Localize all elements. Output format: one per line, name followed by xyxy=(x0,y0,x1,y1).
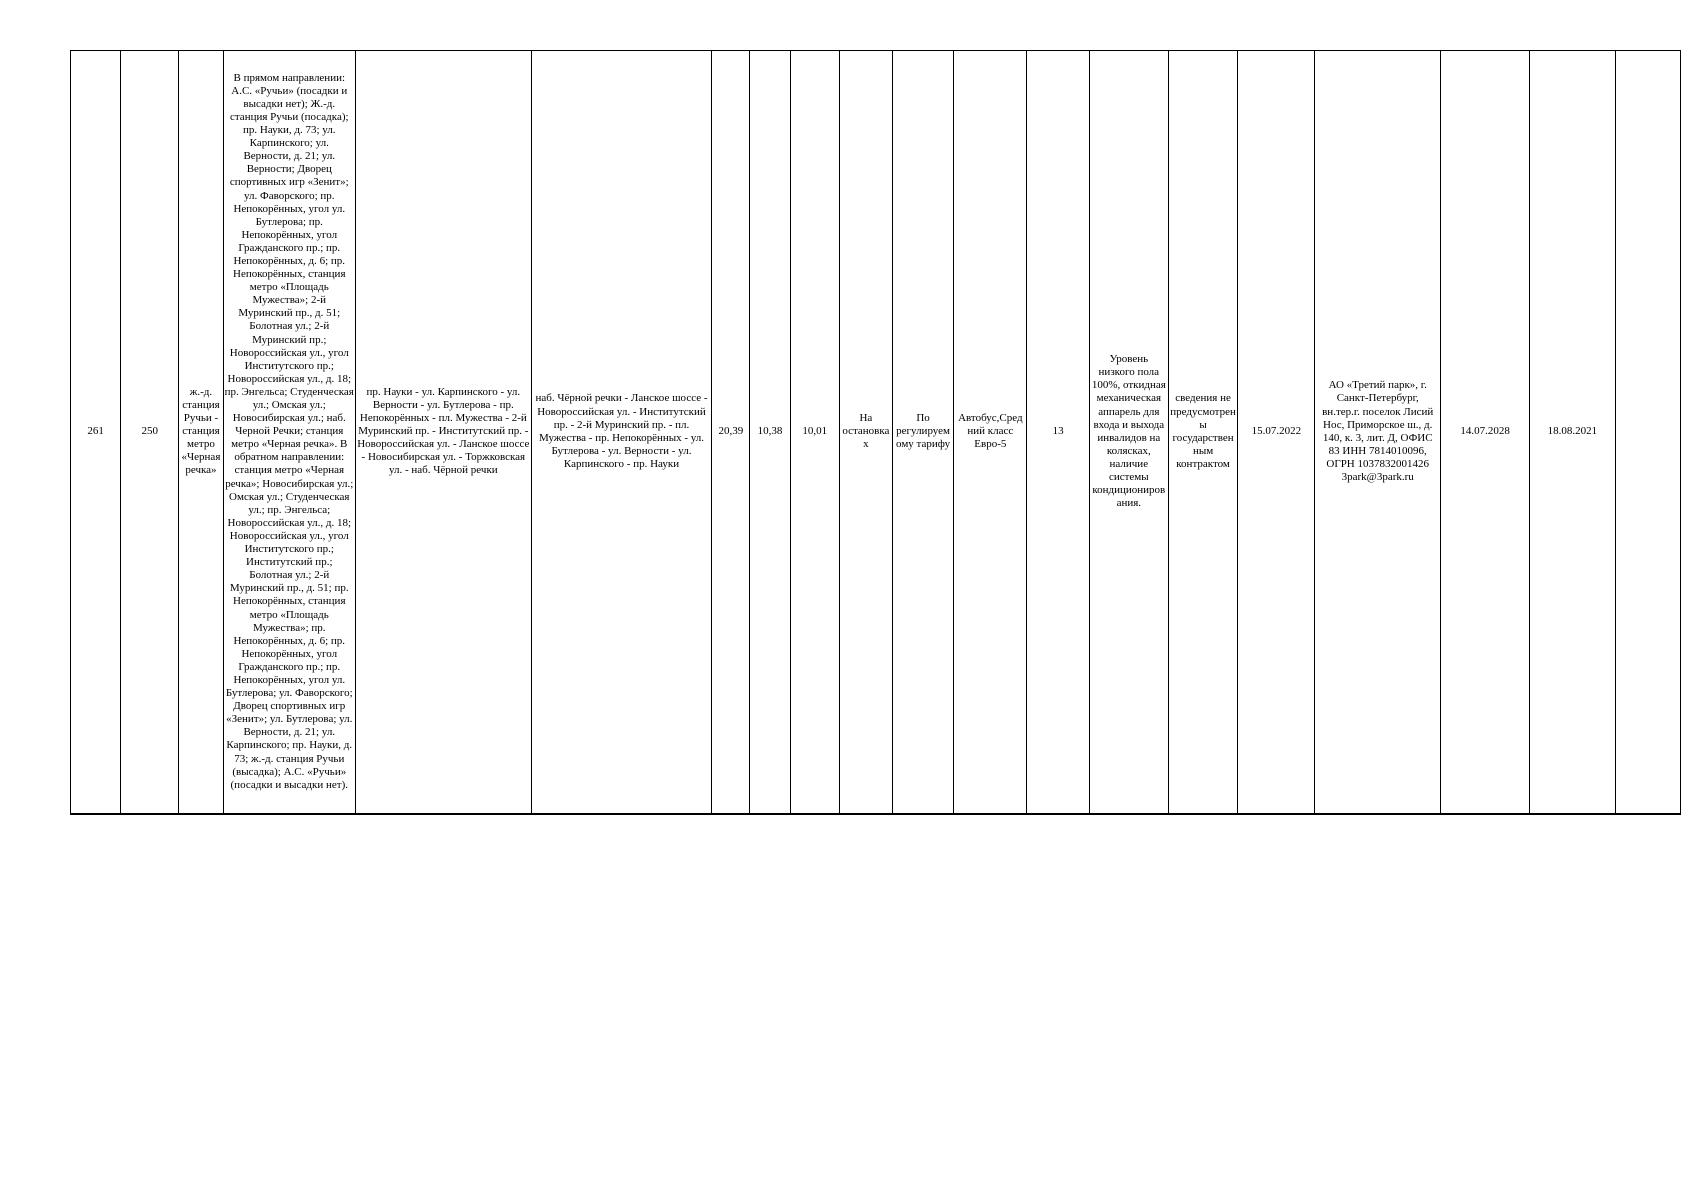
route-name: ж.-д. станция Ручьи - станция метро «Черная речка» xyxy=(179,51,223,814)
start-date: 15.07.2022 xyxy=(1238,51,1315,814)
vehicle-characteristics: Уровень низкого пола 100%, откидная механическая аппарель для входа и выхода инвалидов на колясках, наличие системы кондиционирования. xyxy=(1089,51,1168,814)
route-number: 250 xyxy=(121,51,179,814)
issue-date: 18.08.2021 xyxy=(1530,51,1615,814)
route-registry-table xyxy=(70,50,1681,815)
length-forward: 20,39 xyxy=(712,51,750,814)
notes-cell xyxy=(1615,51,1680,814)
carrier-info: АО «Третий парк», г. Санкт-Петербург, вн.тер.г. поселок Лисий Нос, Приморское ш., д. 140, к. 3, лит. Д, ОФИС 83 ИНН 7814010096, ОГРН 1037832001426 3park@3park.ru xyxy=(1315,51,1440,814)
table-row xyxy=(71,51,1681,814)
end-date: 14.07.2028 xyxy=(1440,51,1529,814)
length-backward: 10,38 xyxy=(750,51,790,814)
streets-forward: пр. Науки - ул. Карпинского - ул. Верности - ул. Бутлерова - пр. Непокорённых - пл. Мужества - 2-й Муринский пр. - Институтский пр. - Новороссийская ул. - Ланское шоссе - Новосибирская ул. - Торжковская ул. - наб. Чёрной речки xyxy=(356,51,532,814)
tariff-type: По регулируемому тарифу xyxy=(892,51,953,814)
vehicle-type: Автобус,Средний класс Евро-5 xyxy=(954,51,1027,814)
vehicle-count: 13 xyxy=(1027,51,1089,814)
length-other: 10,01 xyxy=(790,51,839,814)
stops-list: В прямом направлении: А.С. «Ручьи» (посадки и высадки нет); Ж.-д. станция Ручьи (посадка); пр. Науки, д. 73; ул. Карпинского; ул. Верности, д. 21; ул. Верности; Дворец спортивных игр «Зенит»; ул. Фаворского; пр. Непокорённых, угол ул. Бутлерова; пр. Непокорённых, угол Гражданского пр.; пр. Непокорённых, д. 6; пр. Непокорённых, станция метро «Площадь Мужества»; 2-й Муринский пр., д. 51; Болотная ул.; 2-й Муринский пр.; Новороссийская ул., угол Институтского пр.; Новороссийская ул., д. 18; пр. Энгельса; Студенческая ул.; Омская ул.; Новосибирская ул.; наб. Черной Речки; станция метро «Черная речка». В обратном направлении: станция метро «Черная речка»; Новосибирская ул.; Омская ул.; Студенческая ул.; пр. Энгельса; Новороссийская ул., д. 18; Новороссийская ул., угол Институтского пр.; Институтский пр.; Болотная ул.; 2-й Муринский пр., д. 51; пр. Непокорённых, станция метро «Площадь Мужества»; пр. Непокорённых, д. 6; пр. Непокорённых, угол Гражданского пр.; пр. Непокорённых, угол ул. Бутлерова; ул. Фаворского; Дворец спортивных игр «Зенит»; ул. Бутлерова; ул. Верности, д. 21; ул. Карпинского; пр. Науки, д. 73; ж.-д. станция Ручьи (высадка); А.С. «Ручьи» (посадки и высадки нет). xyxy=(223,51,355,814)
registration-number: 261 xyxy=(71,51,121,814)
contract-info: сведения не предусмотрены государственным контрактом xyxy=(1168,51,1237,814)
streets-backward: наб. Чёрной речки - Ланское шоссе - Новороссийская ул. - Институтский пр. - 2-й Муринский пр. - пл. Мужества - пр. Непокорённых - ул. Бутлерова - ул. Верности - ул. Карпинского - пр. Науки xyxy=(531,51,712,814)
stop-order: На остановках xyxy=(839,51,892,814)
